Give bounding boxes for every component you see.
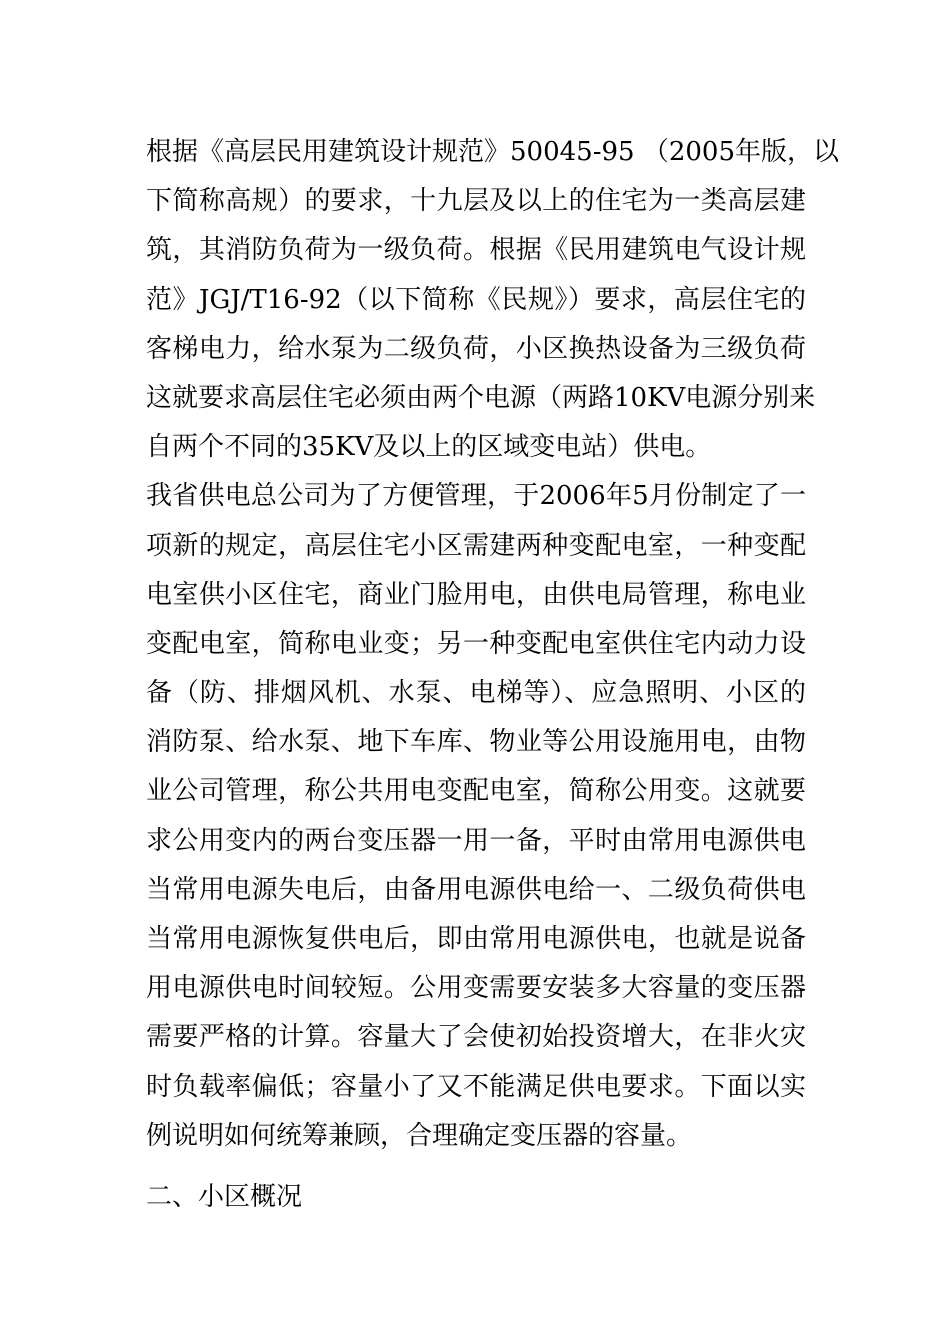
text-line: 业公司管理，称公共用电变配电室，简称公用变。这就要 xyxy=(146,776,806,807)
text-line: 用电源供电时间较短。公用变需要安装多大容量的变压器 xyxy=(146,973,806,1004)
section-heading: 二、小区概况 xyxy=(146,1182,303,1212)
text-line: 筑，其消防负荷为一级负荷。根据《民用建筑电气设计规 xyxy=(146,235,806,266)
text-line: 这就要求高层住宅必须由两个电源（两路10KV电源分别来 xyxy=(146,382,816,413)
text-line: 例说明如何统筹兼顾，合理确定变压器的容量。 xyxy=(146,1120,693,1151)
text-line: 根据《高层民用建筑设计规范》50045-95 （2005年版，以 xyxy=(146,137,840,167)
text-line: 自两个不同的35KV及以上的区域变电站）供电。 xyxy=(146,432,712,463)
text-line: 备（防、排烟风机、水泵、电梯等）、应急照明、小区的 xyxy=(146,678,806,709)
text-line: 当常用电源失电后，由备用电源供电给一、二级负荷供电 xyxy=(146,874,806,905)
text-line: 需要严格的计算。容量大了会使初始投资增大，在非火灾 xyxy=(146,1022,806,1053)
text-line: 当常用电源恢复供电后，即由常用电源供电，也就是说备 xyxy=(146,924,806,954)
text-line: 消防泵、给水泵、地下车库、物业等公用设施用电，由物 xyxy=(146,727,806,758)
text-line: 客梯电力，给水泵为二级负荷，小区换热设备为三级负荷 xyxy=(146,333,806,364)
text-line: 求公用变内的两台变压器一用一备，平时由常用电源供电 xyxy=(146,825,806,856)
document-body xyxy=(146,128,840,1161)
text-line: 下简称高规）的要求，十九层及以上的住宅为一类高层建 xyxy=(146,186,806,217)
text-line: 电室供小区住宅，商业门脸用电，由供电局管理，称电业 xyxy=(146,579,806,610)
text-line: 范》JGJ/T16-92（以下简称《民规》）要求，高层住宅的 xyxy=(146,284,806,315)
text-line: 时负载率偏低；容量小了又不能满足供电要求。下面以实 xyxy=(146,1071,806,1102)
text-line: 变配电室，简称电业变；另一种变配电室供住宅内动力设 xyxy=(146,628,806,659)
text-line: 我省供电总公司为了方便管理，于2006年5月份制定了一 xyxy=(146,481,806,512)
text-line: 项新的规定，高层住宅小区需建两种变配电室，一种变配 xyxy=(146,530,806,561)
